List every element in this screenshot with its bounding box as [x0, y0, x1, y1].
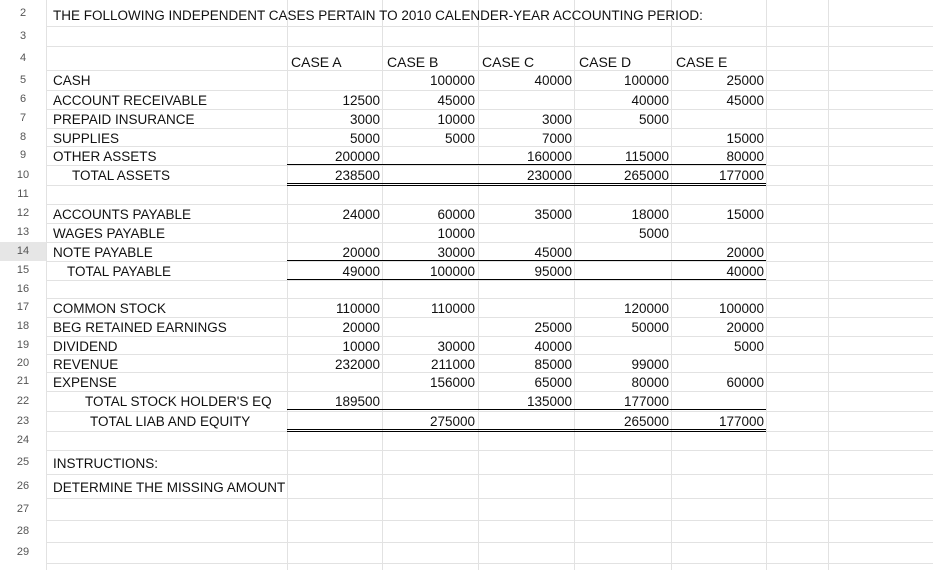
value-cell[interactable]: 95000: [534, 264, 572, 279]
row-divider: [46, 372, 933, 373]
column-divider: [287, 0, 288, 570]
row-divider: [46, 109, 933, 110]
row-header[interactable]: 11: [17, 188, 29, 200]
value-cell[interactable]: 100000: [718, 301, 764, 316]
value-cell[interactable]: 200000: [334, 149, 380, 164]
value-cell[interactable]: 60000: [726, 375, 764, 390]
value-cell[interactable]: 15000: [726, 207, 764, 222]
value-cell[interactable]: 60000: [437, 207, 475, 222]
row-divider: [46, 90, 933, 91]
row-header[interactable]: 8: [19, 131, 27, 143]
value-cell[interactable]: 25000: [726, 73, 764, 88]
value-cell[interactable]: 211000: [430, 357, 475, 372]
value-cell[interactable]: 85000: [534, 357, 572, 372]
row-header[interactable]: 27: [16, 503, 30, 515]
row-divider: [46, 26, 933, 27]
row-header[interactable]: 24: [16, 434, 30, 446]
column-divider: [46, 0, 47, 570]
value-cell[interactable]: 110000: [335, 301, 380, 316]
value-cell[interactable]: 40000: [631, 93, 669, 108]
value-cell[interactable]: 40000: [534, 73, 572, 88]
value-cell[interactable]: 7000: [541, 131, 572, 146]
row-divider: [46, 391, 933, 392]
row-label[interactable]: TOTAL LIAB AND EQUITY: [90, 414, 251, 429]
row-divider: [46, 354, 933, 355]
row-header[interactable]: 2: [19, 7, 27, 19]
row-divider: [46, 70, 933, 71]
value-cell[interactable]: 15000: [726, 131, 764, 146]
row-label[interactable]: NOTE PAYABLE: [53, 245, 153, 260]
row-divider: [46, 520, 933, 521]
row-header[interactable]: 10: [16, 169, 30, 181]
value-cell[interactable]: 189500: [334, 394, 380, 409]
row-header[interactable]: 19: [16, 339, 30, 351]
row-header[interactable]: 21: [16, 375, 30, 387]
value-cell[interactable]: 238500: [334, 168, 380, 183]
row-header[interactable]: 16: [16, 283, 30, 295]
row-header[interactable]: 28: [16, 525, 30, 537]
row-label[interactable]: ACCOUNTS PAYABLE: [53, 207, 192, 222]
row-header[interactable]: 17: [16, 301, 30, 313]
row-header[interactable]: 14: [0, 242, 46, 261]
value-cell[interactable]: 5000: [638, 226, 669, 241]
row-header[interactable]: 18: [16, 320, 30, 332]
column-divider: [574, 0, 575, 570]
value-cell[interactable]: 5000: [444, 131, 475, 146]
row-label[interactable]: WAGES PAYABLE: [53, 226, 166, 241]
row-divider: [46, 474, 933, 475]
value-cell[interactable]: 156000: [429, 375, 475, 390]
value-cell[interactable]: 5000: [349, 131, 380, 146]
row-divider: [46, 298, 933, 299]
cell-border-double: [287, 429, 766, 432]
row-divider: [46, 261, 933, 262]
row-divider: [46, 223, 933, 224]
value-cell[interactable]: 5000: [638, 112, 669, 127]
value-cell[interactable]: 40000: [726, 264, 764, 279]
row-header[interactable]: 15: [16, 264, 30, 276]
column-header-case[interactable]: CASE C: [482, 54, 535, 70]
value-cell[interactable]: 275000: [429, 414, 475, 429]
row-header[interactable]: 4: [19, 52, 27, 64]
row-divider: [46, 336, 933, 337]
row-divider: [46, 450, 933, 451]
row-label[interactable]: ACCOUNT RECEIVABLE: [53, 93, 208, 108]
row-divider: [46, 563, 933, 564]
row-header[interactable]: 29: [16, 546, 30, 558]
value-cell[interactable]: 25000: [534, 320, 572, 335]
value-cell[interactable]: 50000: [631, 320, 669, 335]
row-label[interactable]: TOTAL ASSETS: [72, 168, 171, 183]
cell-border-bottom: [287, 279, 766, 280]
row-divider: [46, 128, 933, 129]
column-divider: [478, 0, 479, 570]
row-divider: [46, 411, 933, 412]
row-header[interactable]: 22: [16, 395, 30, 407]
value-cell[interactable]: 18000: [631, 207, 669, 222]
row-divider: [46, 204, 933, 205]
row-divider: [46, 146, 933, 147]
column-header-case[interactable]: CASE E: [676, 54, 728, 70]
value-cell[interactable]: 265000: [623, 414, 669, 429]
value-cell[interactable]: 20000: [342, 245, 380, 260]
value-cell[interactable]: 230000: [526, 168, 572, 183]
row-header[interactable]: 13: [16, 226, 30, 238]
cell-border-double: [287, 183, 766, 186]
value-cell[interactable]: 100000: [429, 73, 475, 88]
value-cell[interactable]: 12500: [342, 93, 380, 108]
row-label[interactable]: TOTAL STOCK HOLDER'S EQ: [85, 394, 272, 409]
value-cell[interactable]: 135000: [526, 394, 572, 409]
row-label[interactable]: REVENUE: [53, 357, 119, 372]
row-label[interactable]: OTHER ASSETS: [53, 149, 157, 164]
cell-border-bottom: [287, 260, 766, 261]
value-cell[interactable]: 20000: [342, 320, 380, 335]
row-divider: [46, 317, 933, 318]
row-header[interactable]: 3: [19, 30, 27, 42]
value-cell[interactable]: 20000: [726, 245, 764, 260]
value-cell[interactable]: 30000: [437, 245, 475, 260]
value-cell[interactable]: 10000: [342, 339, 380, 354]
cell-border-bottom: [287, 164, 766, 165]
column-divider: [828, 0, 829, 570]
sheet-title[interactable]: THE FOLLOWING INDEPENDENT CASES PERTAIN TO 2010 CALENDER-YEAR ACCOUNTING PERIOD:: [53, 8, 703, 23]
value-cell[interactable]: 110000: [430, 301, 475, 316]
row-header[interactable]: 12: [16, 207, 30, 219]
cell-border-bottom: [287, 409, 766, 410]
value-cell[interactable]: 99000: [631, 357, 669, 372]
row-divider: [46, 242, 933, 243]
row-label[interactable]: PREPAID INSURANCE: [53, 112, 195, 127]
value-cell[interactable]: 10000: [437, 112, 475, 127]
value-cell[interactable]: 177000: [718, 168, 764, 183]
value-cell[interactable]: 80000: [631, 375, 669, 390]
value-cell[interactable]: 80000: [726, 149, 764, 164]
row-label[interactable]: BEG RETAINED EARNINGS: [53, 320, 227, 335]
value-cell[interactable]: 45000: [534, 245, 572, 260]
value-cell[interactable]: 100000: [623, 73, 669, 88]
value-cell[interactable]: 45000: [726, 93, 764, 108]
column-header-case[interactable]: CASE A: [291, 54, 342, 70]
row-divider: [46, 498, 933, 499]
instructions-text[interactable]: DETERMINE THE MISSING AMOUNT: [53, 480, 286, 495]
value-cell[interactable]: 3000: [349, 112, 380, 127]
row-label[interactable]: SUPPLIES: [53, 131, 120, 146]
value-cell[interactable]: 40000: [534, 339, 572, 354]
row-divider: [46, 280, 933, 281]
row-divider: [46, 165, 933, 166]
column-divider: [766, 0, 767, 570]
row-label[interactable]: EXPENSE: [53, 375, 117, 390]
instructions-label[interactable]: INSTRUCTIONS:: [53, 456, 159, 471]
row-header[interactable]: 6: [19, 93, 27, 105]
row-divider: [46, 46, 933, 47]
row-header[interactable]: 5: [19, 74, 27, 86]
value-cell[interactable]: 177000: [623, 394, 669, 409]
value-cell[interactable]: 5000: [733, 339, 764, 354]
row-header[interactable]: 25: [16, 456, 30, 468]
value-cell[interactable]: 35000: [534, 207, 572, 222]
row-header[interactable]: 9: [19, 149, 27, 161]
value-cell[interactable]: 45000: [437, 93, 475, 108]
value-cell[interactable]: 100000: [429, 264, 475, 279]
column-header-case[interactable]: CASE D: [579, 54, 632, 70]
column-header-case[interactable]: CASE B: [387, 54, 439, 70]
value-cell[interactable]: 177000: [718, 414, 764, 429]
value-cell[interactable]: 49000: [342, 264, 380, 279]
row-label[interactable]: COMMON STOCK: [53, 301, 167, 316]
value-cell[interactable]: 232000: [334, 357, 380, 372]
column-divider: [382, 0, 383, 570]
row-header[interactable]: 26: [16, 480, 30, 492]
column-divider: [671, 0, 672, 570]
row-label[interactable]: CASH: [53, 73, 91, 88]
value-cell[interactable]: 30000: [437, 339, 475, 354]
value-cell[interactable]: 115000: [624, 149, 669, 164]
row-divider: [46, 542, 933, 543]
row-header[interactable]: 7: [19, 112, 27, 124]
value-cell[interactable]: 65000: [534, 375, 572, 390]
value-cell[interactable]: 3000: [541, 112, 572, 127]
value-cell[interactable]: 120000: [623, 301, 669, 316]
value-cell[interactable]: 10000: [437, 226, 475, 241]
row-header[interactable]: 20: [16, 357, 30, 369]
row-label[interactable]: DIVIDEND: [53, 339, 118, 354]
row-label[interactable]: TOTAL PAYABLE: [67, 264, 172, 279]
value-cell[interactable]: 20000: [726, 320, 764, 335]
value-cell[interactable]: 265000: [623, 168, 669, 183]
value-cell[interactable]: 160000: [526, 149, 572, 164]
row-header[interactable]: 23: [16, 415, 30, 427]
value-cell[interactable]: 24000: [342, 207, 380, 222]
